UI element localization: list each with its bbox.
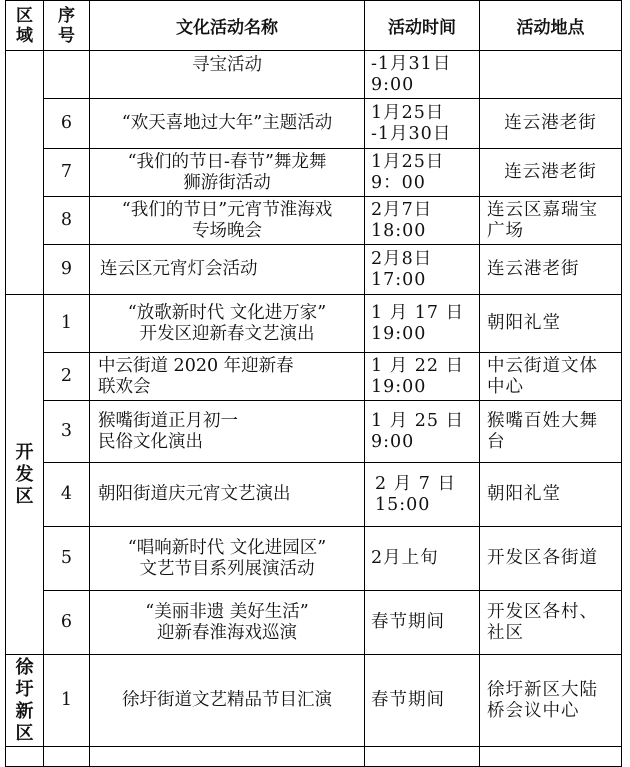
row-time-partial [365, 747, 480, 767]
row-seq: 7 [44, 149, 90, 197]
table-row [6, 353, 622, 401]
region-cell-kaifa: 开 发 区 [6, 295, 44, 655]
row-seq: 2 [44, 353, 90, 401]
row-time: 1月25日 -1月30日 [365, 99, 480, 149]
table-row [6, 527, 622, 591]
row-place: 连云港老街 [480, 245, 622, 295]
row-seq: 9 [44, 245, 90, 295]
row-name-partial [90, 747, 365, 767]
table-row [6, 463, 622, 527]
region-cell-xuwei: 徐 圩 新 区 [6, 655, 44, 747]
row-place-partial [480, 747, 622, 767]
region-cell-lianyun [6, 51, 44, 295]
table-row-partial [6, 747, 622, 767]
row-name: “唱响新时代 文化进园区” 文艺节目系列展演活动 [90, 527, 365, 591]
row-name: “美丽非遗 美好生活” 迎新春淮海戏巡演 [90, 591, 365, 655]
row-time: 春节期间 [365, 591, 480, 655]
row-place: 连云港老街 [480, 99, 622, 149]
row-place: 徐圩新区大陆 桥会议中心 [480, 655, 622, 747]
table-row [6, 99, 622, 149]
table-row [6, 591, 622, 655]
activity-table [5, 0, 622, 767]
row-seq: 5 [44, 527, 90, 591]
row-time: 1 月 25 日 9:00 [365, 401, 480, 463]
region-cell-partial [6, 747, 44, 767]
table-row [6, 149, 622, 197]
row-place: 朝阳礼堂 [480, 295, 622, 353]
row-place: 朝阳礼堂 [480, 463, 622, 527]
header-row [6, 1, 622, 51]
header-time: 活动时间 [365, 1, 480, 51]
header-name: 文化活动名称 [90, 1, 365, 51]
table-row [6, 401, 622, 463]
row-place: 连云区嘉瑞宝 广场 [480, 197, 622, 245]
row-time: 1 月 17 日 19:00 [365, 295, 480, 353]
row-name: 猴嘴街道正月初一 民俗文化演出 [90, 401, 365, 463]
row-name: 中云街道 2020 年迎新春 联欢会 [90, 353, 365, 401]
row-seq [44, 51, 90, 99]
row-time: -1月31日 9:00 [365, 51, 480, 99]
row-place: 开发区各村、 社区 [480, 591, 622, 655]
row-time: 1月25日 9：00 [365, 149, 480, 197]
row-name: 朝阳街道庆元宵文艺演出 [90, 463, 365, 527]
row-place: 中云街道文体 中心 [480, 353, 622, 401]
row-seq: 6 [44, 591, 90, 655]
row-seq: 1 [44, 295, 90, 353]
row-time: 2 月 7 日 15:00 [365, 463, 480, 527]
row-name: 连云区元宵灯会活动 [90, 245, 365, 295]
row-seq: 4 [44, 463, 90, 527]
row-place [480, 51, 622, 99]
table-row [6, 295, 622, 353]
header-region: 区 域 [6, 1, 44, 51]
row-place: 猴嘴百姓大舞 台 [480, 401, 622, 463]
row-seq: 6 [44, 99, 90, 149]
table-row [6, 655, 622, 747]
row-name: “我们的节日”元宵节淮海戏 专场晚会 [90, 197, 365, 245]
table-row [6, 245, 622, 295]
row-time: 2月上旬 [365, 527, 480, 591]
row-name: “放歌新时代 文化进万家” 开发区迎新春文艺演出 [90, 295, 365, 353]
table-row [6, 51, 622, 99]
row-name: 寻宝活动 [90, 51, 365, 99]
row-seq: 1 [44, 655, 90, 747]
row-name: 徐圩街道文艺精品节目汇演 [90, 655, 365, 747]
table-row [6, 197, 622, 245]
row-seq: 3 [44, 401, 90, 463]
row-seq: 8 [44, 197, 90, 245]
row-place: 开发区各街道 [480, 527, 622, 591]
row-time: 春节期间 [365, 655, 480, 747]
row-seq-partial [44, 747, 90, 767]
row-name: “我们的节日-春节”舞龙舞 狮游街活动 [90, 149, 365, 197]
row-time: 2月7日 18:00 [365, 197, 480, 245]
row-place: 连云港老街 [480, 149, 622, 197]
header-seq: 序 号 [44, 1, 90, 51]
row-name: “欢天喜地过大年”主题活动 [90, 99, 365, 149]
header-place: 活动地点 [480, 1, 622, 51]
row-time: 1 月 22 日 19:00 [365, 353, 480, 401]
row-time: 2月8日 17:00 [365, 245, 480, 295]
